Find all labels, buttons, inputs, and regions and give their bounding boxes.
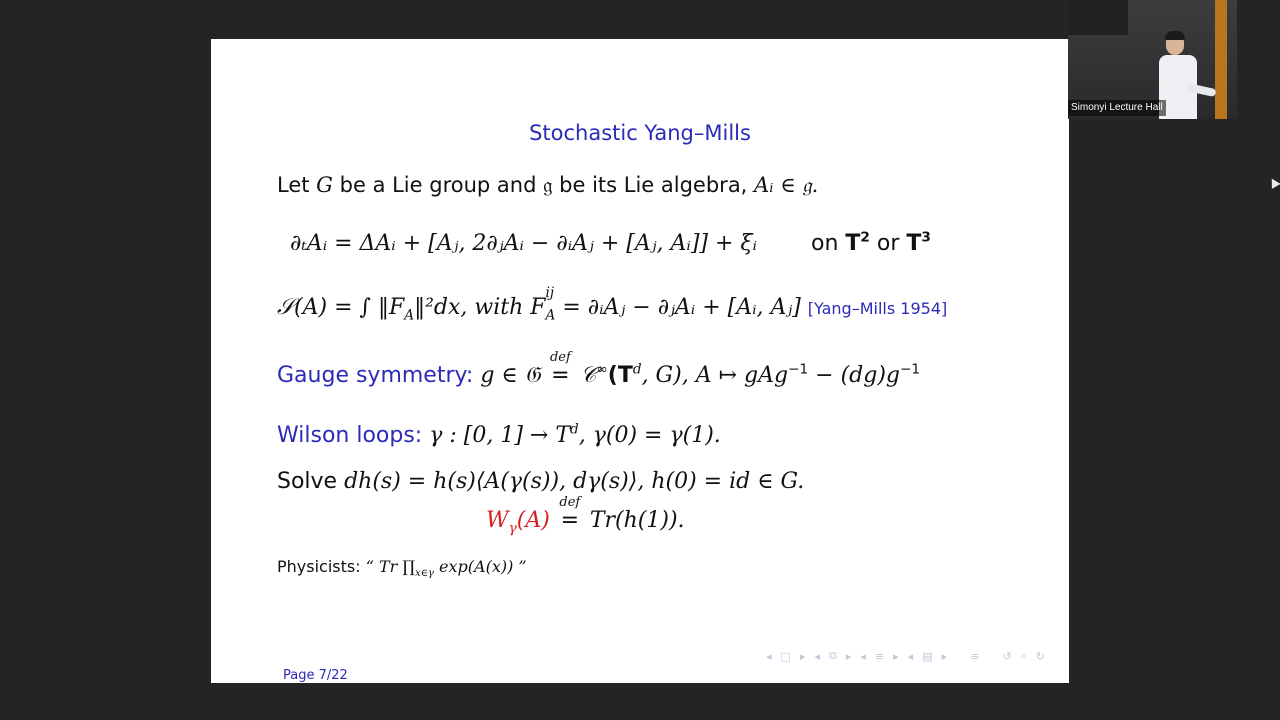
action-line: 𝒮(A) = ∫ $‖F_A‖^2dx$, with F ij $_A$ = ∂ᵢAⱼ − ∂ⱼAᵢ + [Aᵢ, Aⱼ] [Yang–Mills 1954] — [277, 285, 948, 324]
section-icon[interactable]: ≡ — [874, 649, 885, 663]
wilson-label: Wilson loops: — [277, 423, 423, 448]
physicists-expr: “ Tr ∏ — [365, 557, 416, 576]
wilson-W-arg: (A) — [516, 508, 550, 533]
camera-location-label: Simonyi Lecture Hall — [1068, 100, 1166, 116]
wilson-def-line — [486, 495, 685, 537]
sym-equation-line — [290, 229, 931, 256]
speaker-camera-feed — [1068, 0, 1237, 119]
line1-let: Let — [277, 173, 310, 197]
gauge-map: , G), A ↦ gAg — [641, 363, 789, 388]
solve-label: Solve — [277, 469, 338, 494]
camera-dark-panel — [1068, 0, 1128, 35]
gauge-inv1: −1 — [788, 361, 809, 378]
line1-algebra-symbol: 𝔤 — [543, 173, 553, 197]
gauge-C: 𝒞 — [580, 363, 597, 388]
wilson-line — [277, 421, 721, 448]
lie-group-line — [277, 175, 818, 196]
solve-line — [277, 471, 804, 493]
next-arrow-icon[interactable]: ▸ — [893, 649, 899, 663]
gauge-group: g ∈ 𝔊 — [480, 363, 541, 388]
gauge-line — [277, 350, 921, 388]
sym-or: or — [876, 231, 900, 256]
gauge-inv2: −1 — [900, 361, 921, 378]
curvature-rhs: = ∂ᵢAⱼ − ∂ⱼAᵢ + [Aᵢ, Aⱼ] — [562, 295, 801, 320]
wilson-tail: , γ(0) = γ(1). — [578, 423, 721, 448]
wilson-expr: γ : [0, 1] → T — [429, 423, 571, 448]
gauge-T: (T — [607, 363, 633, 388]
action-lhs: 𝒮(A) = ∫ ‖F — [277, 295, 405, 320]
beamer-navigation-bar — [766, 649, 1045, 663]
prev-arrow-icon[interactable]: ◂ — [860, 649, 866, 663]
sym-equation: ∂ₜAᵢ = ΔAᵢ + [Aⱼ, 2∂ⱼAᵢ − ∂ᵢAⱼ + [Aⱼ, Aᵢ]] + ξᵢ — [290, 231, 757, 256]
frame-icon[interactable]: □ — [780, 649, 791, 663]
torus-T2: $T^2$ — [845, 229, 870, 256]
doc-icon[interactable]: ▤ — [922, 649, 933, 663]
gauge-d: d — [632, 361, 642, 378]
next-arrow-icon[interactable]: ▸ — [941, 649, 948, 663]
subsection-icon[interactable]: ⧉ — [829, 649, 837, 662]
prev-arrow-icon[interactable]: ◂ — [814, 649, 820, 663]
line1-G: G — [316, 173, 333, 197]
mouse-cursor-icon — [1267, 176, 1280, 189]
wilson-W-sub: γ — [508, 520, 517, 537]
sym-on: on — [810, 231, 839, 256]
def-equals: def = — [549, 350, 571, 388]
next-arrow-icon[interactable]: ▸ — [799, 649, 806, 663]
def-equals-2: def = — [559, 495, 581, 533]
gauge-label: Gauge symmetry: — [277, 363, 474, 388]
torus-T3: $T^3$ — [906, 229, 931, 256]
line1-end: be its Lie algebra, — [559, 173, 748, 197]
align-icon[interactable]: ≡ — [970, 649, 980, 663]
search-icon[interactable]: ⌕ — [1020, 649, 1027, 662]
wilson-def-rhs: Tr(h(1)). — [589, 508, 685, 533]
physicists-sub: x∈γ — [415, 568, 434, 580]
prev-arrow-icon[interactable]: ◂ — [907, 649, 914, 663]
physicists-label: Physicists: — [277, 557, 361, 576]
action-mid: ‖²dx, with F — [414, 295, 546, 320]
camera-wood-pillar — [1215, 0, 1227, 119]
solve-expr: dh(s) = h(s)⟨A(γ(s)), dγ(s)⟩, h(0) = id ∈ G. — [344, 469, 805, 494]
undo-icon[interactable]: ↺ — [1002, 649, 1012, 663]
presentation-slide — [211, 39, 1069, 683]
next-arrow-icon[interactable]: ▸ — [845, 649, 852, 663]
physicists-line — [277, 557, 527, 580]
line1-expr: Aᵢ ∈ 𝔤. — [754, 173, 819, 197]
physicists-tail: exp(A(x)) ” — [433, 557, 527, 576]
slide-title: Stochastic Yang–Mills — [529, 121, 751, 145]
speaker-hair — [1165, 31, 1185, 40]
prev-arrow-icon[interactable]: ◂ — [766, 649, 772, 663]
wilson-d: d — [570, 421, 579, 438]
redo-icon[interactable]: ↻ — [1035, 649, 1045, 663]
gauge-tail: − (dg)g — [808, 363, 900, 388]
yang-mills-citation: [Yang–Mills 1954] — [807, 299, 948, 318]
wilson-W: W — [486, 508, 509, 533]
page-number: Page 7/22 — [283, 668, 348, 683]
line1-mid: be a Lie group and — [339, 173, 537, 197]
gauge-inf: ∞ — [596, 361, 608, 378]
